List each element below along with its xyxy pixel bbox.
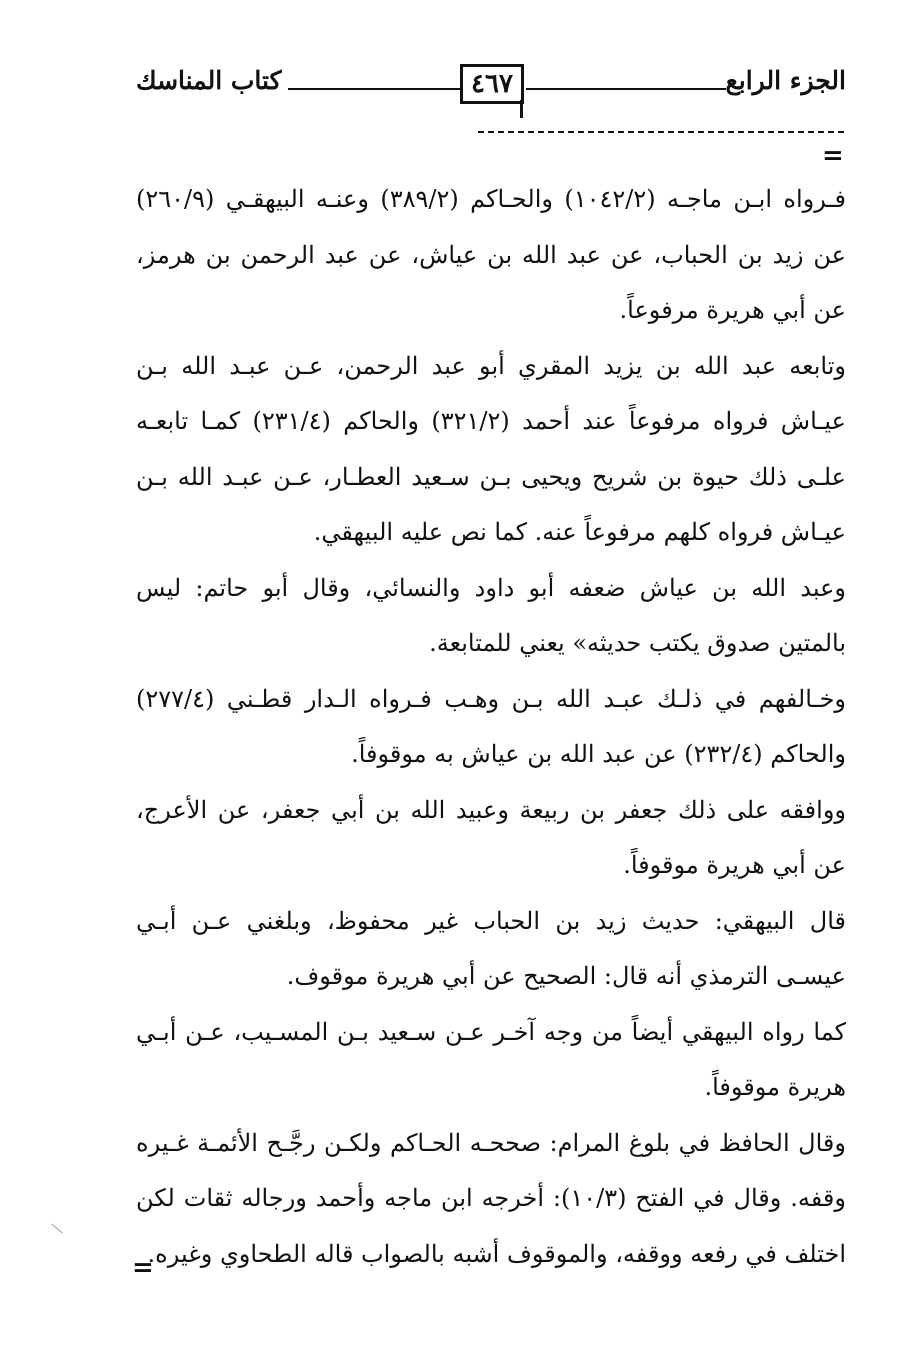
paragraph: وعبد الله بن عياش ضعفه أبو داود والنسائي، وقال أبو حاتم: ليس بالمتين صدوق يكتب حديثه» يعني للمتابعة.: [136, 573, 846, 657]
header-rule-right: [526, 88, 726, 90]
paragraph: وخـالفهم في ذلـك عبـد الله بـن وهـب فـرواه الـدار قطـني (٢٧٧/٤) والحاكم (٢٣٢/٤) عن عبد الله بن عياش به موقوفاً.: [136, 684, 846, 768]
section-title: الجزء الرابع: [725, 66, 846, 95]
paragraph: كما رواه البيهقي أيضاً من وجه آخـر عـن سـعيد بـن المسـيب، عـن أبـي هريرة موقوفاً.: [136, 1017, 846, 1101]
continuation-mark-top: =: [822, 141, 844, 171]
paragraph: وتابعه عبد الله بن يزيد المقري أبو عبد الرحمن، عـن عبـد الله بـن عيـاش فرواه مرفوعاً عند أحمد (٣٢١/٢) والحاكم (٢٣١/٤) كمـا تابعـه علـى ذلك حيوة بن شريح ويحيى بـن سـعيد العطـار، عـن عبـد الله بـن عيـاش فرواه كلهم مرفوعاً عنه. كما نص عليه البيهقي.: [136, 351, 846, 546]
scan-artifact: [51, 1224, 62, 1234]
header-rule-left: [288, 88, 460, 90]
paragraph: وقال الحافظ في بلوغ المرام: صححـه الحـاكم ولكـن رجَّـح الأئمـة غـيره وقفه. وقال في الفتح (١٠/٣): أخرجه ابن ماجه وأحمد ورجاله ثقات لكن اختلف في رفعه ووقفه، والموقوف أشبه بالصواب قاله الطحاوي وغيره.: [136, 1128, 846, 1268]
page-header: [136, 64, 846, 108]
paragraph: قال البيهقي: حديث زيد بن الحباب غير محفوظ، وبلغني عـن أبـي عيسـى الترمذي أنه قال: الصحيح عن أبي هريرة موقوف.: [136, 906, 846, 990]
book-title: كتاب المناسك: [136, 66, 282, 95]
page-number: ٤٦٧: [460, 64, 524, 104]
continuation-mark-bottom: =: [132, 1253, 154, 1283]
footnote-text: [136, 172, 846, 1282]
footnote-separator: [478, 131, 844, 133]
paragraph: ووافقه على ذلك جعفر بن ربيعة وعبيد الله بن أبي جعفر، عن الأعرج، عن أبي هريرة موقوفاً.: [136, 795, 846, 879]
page-number-stem: [520, 100, 523, 118]
paragraph: فـرواه ابـن ماجـه (١٠٤٢/٢) والحـاكم (٣٨٩/٢) وعنـه البيهقـي (٢٦٠/٩) عن زيد بن الحباب، عن عبد الله بن عياش، عن عبد الرحمن بن هرمز، عن أبي هريرة مرفوعاً.: [136, 185, 846, 324]
